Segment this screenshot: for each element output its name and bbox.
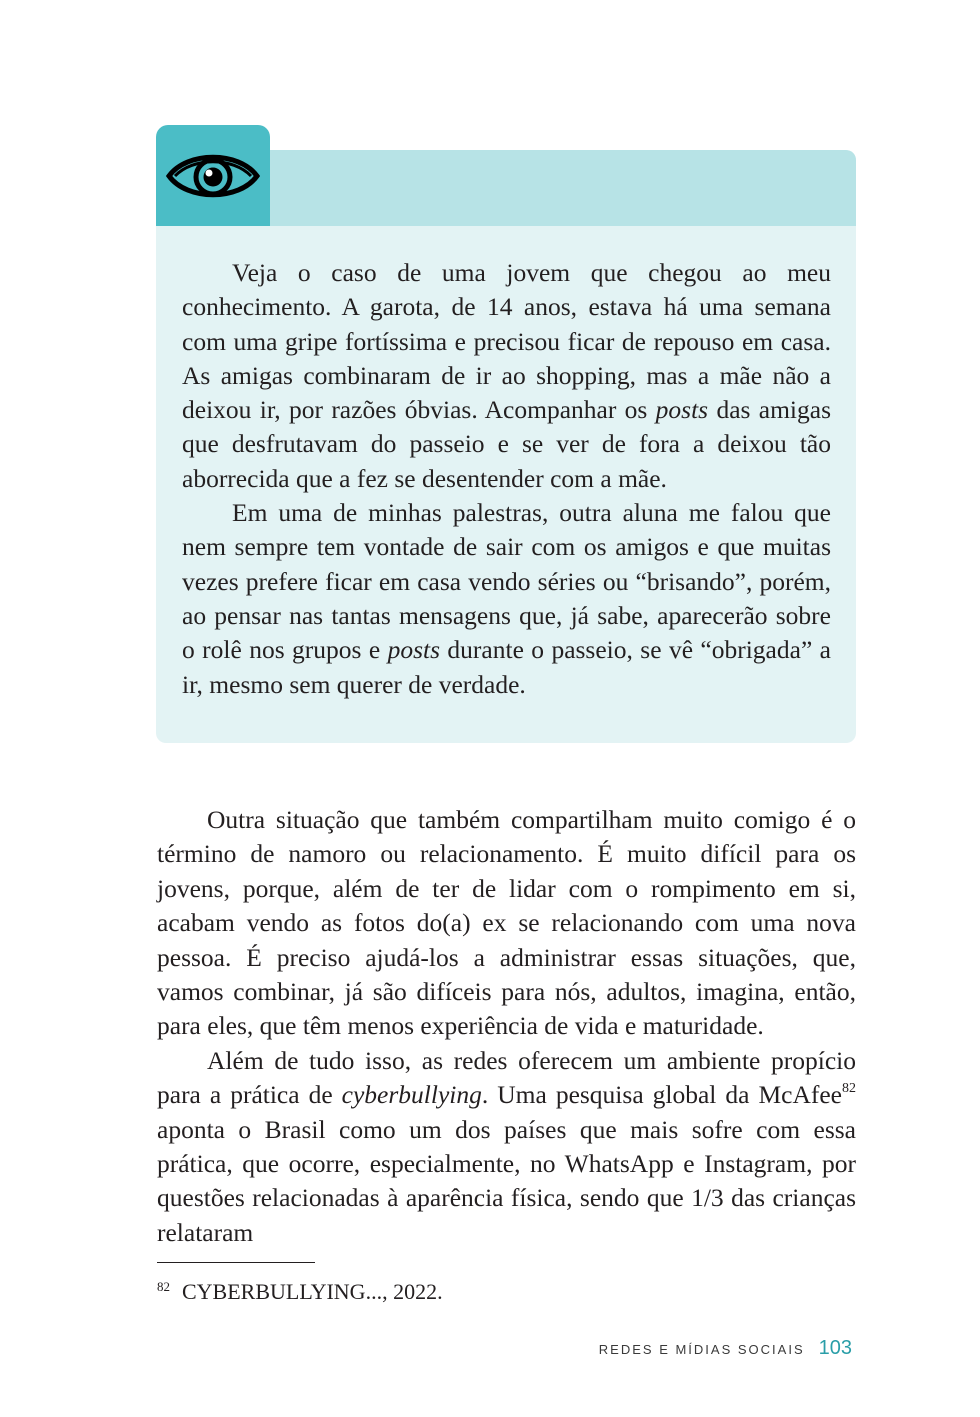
italic-term: cyberbullying <box>341 1080 482 1110</box>
body-paragraph: Outra situação que também compartilham muito comigo é o término de namoro ou relacionamento. É muito difícil para os jovens, porque, além de ter de lidar com o rompimento em si, acabam vendo as fotos do(a) ex se relacionando com uma nova pessoa. É preciso ajudá-los a administrar essas situações, que, vamos combinar, já são difíceis para nós, adultos, imagina, então, para eles, que têm menos experiência de vida e maturidade. <box>157 805 856 1041</box>
callout-paragraph: Em uma de minhas palestras, outra aluna me falou que nem sempre tem vontade de sair com os amigos e que muitas vezes prefere ficar em casa vendo séries ou “brisando”, porém, ao pensar nas tantas mensagens que, já sabe, aparecerão sobre o rolê nos grupos e posts durante o passeio, se vê “obrigada” a ir, mesmo sem querer de verdade. <box>182 498 831 699</box>
callout-icon-tab <box>156 125 270 226</box>
main-body-text <box>157 803 856 1250</box>
callout-text <box>182 256 831 702</box>
italic-term: posts <box>387 635 441 665</box>
footnote-reference[interactable]: 82 <box>842 1081 856 1097</box>
eye-icon <box>165 147 261 205</box>
page-footer <box>599 1337 852 1360</box>
running-title: REDES E MÍDIAS SOCIAIS <box>598 1342 805 1357</box>
body-paragraph: Além de tudo isso, as redes oferecem um ambiente propício para a prática de cyberbullying. Uma pesquisa global da McAfee$^{82}$ aponta o Brasil como um dos países que mais sofre com essa prática, que ocorre, especialmente, no WhatsApp e Instagram, por questões relacionadas à aparência física, sendo que 1/3 das crianças relataram <box>157 1045 856 1247</box>
footnote-text: CYBERBULLYING..., 2022. <box>182 1279 443 1304</box>
footnote-divider <box>157 1262 315 1263</box>
footnote-number: 82 <box>157 1279 170 1294</box>
callout-paragraph: Veja o caso de uma jovem que chegou ao meu conhecimento. A garota, de 14 anos, estava há uma semana com uma gripe fortíssima e precisou ficar de repouso em casa. As amigas combinaram de ir ao shopping, mas a mãe não a deixou ir, por razões óbvias. Acompanhar os posts das amigas que desfrutavam do passeio e se ver de fora a deixou tão aborrecida que a fez se desentender com a mãe. <box>182 258 831 493</box>
footnote <box>157 1272 443 1307</box>
italic-term: posts <box>655 395 709 425</box>
page-number: 103 <box>818 1337 852 1359</box>
